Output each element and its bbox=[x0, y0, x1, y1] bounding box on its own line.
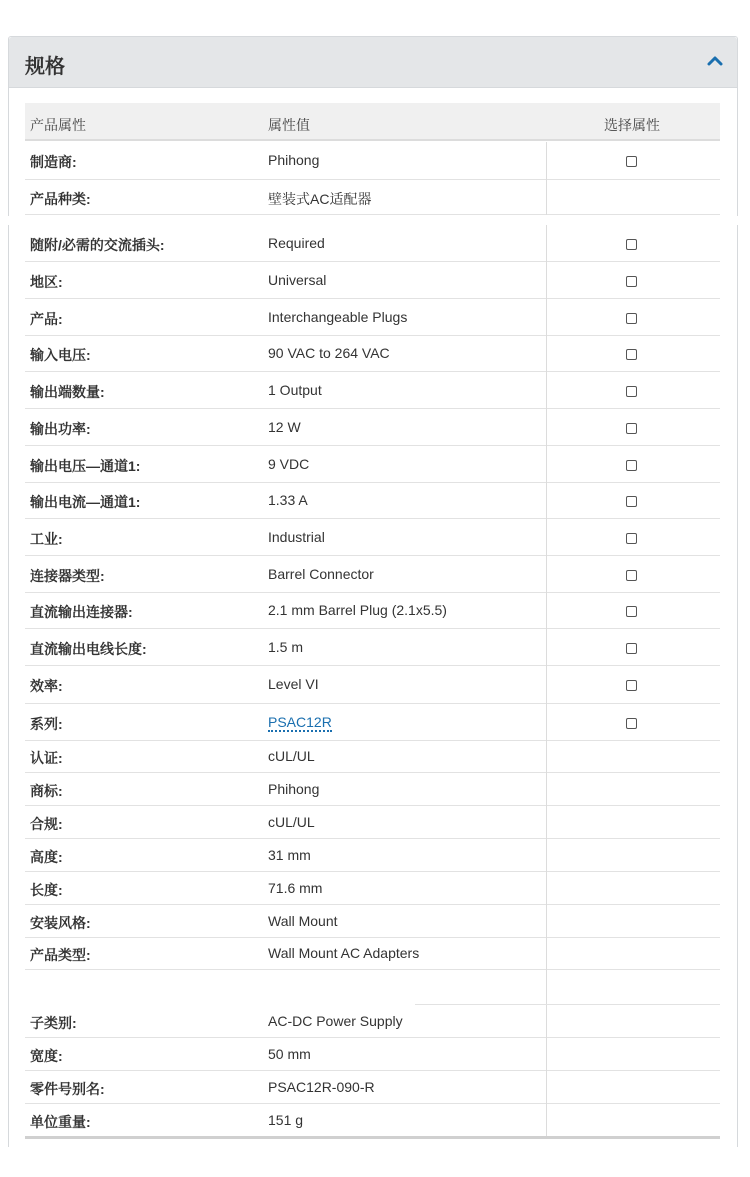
attribute-value: AC-DC Power Supply bbox=[268, 1013, 403, 1029]
collapse-toggle[interactable] bbox=[705, 51, 725, 71]
attribute-name: 地区: bbox=[30, 274, 63, 290]
column-divider bbox=[546, 704, 547, 741]
attribute-value: Required bbox=[268, 235, 325, 251]
attribute-value: 151 g bbox=[268, 1112, 304, 1128]
column-divider bbox=[546, 629, 547, 666]
attribute-name: 直流输出连接器: bbox=[30, 604, 133, 620]
select-attribute-checkbox[interactable] bbox=[626, 386, 637, 397]
attribute-value: 90 VAC to 264 VAC bbox=[268, 345, 390, 361]
select-attribute-checkbox[interactable] bbox=[626, 606, 637, 617]
attribute-name: 零件号别名: bbox=[30, 1081, 105, 1097]
attribute-name: 宽度: bbox=[30, 1048, 63, 1064]
attribute-name: 认证: bbox=[30, 750, 63, 766]
table-row bbox=[25, 704, 720, 741]
table-row-empty bbox=[25, 970, 720, 1005]
column-divider bbox=[546, 446, 547, 483]
select-attribute-checkbox[interactable] bbox=[626, 570, 637, 581]
column-divider bbox=[546, 556, 547, 593]
attribute-name: 合规: bbox=[30, 816, 63, 832]
table-row bbox=[25, 1071, 720, 1104]
attribute-name: 效率: bbox=[30, 678, 63, 694]
select-attribute-checkbox[interactable] bbox=[626, 423, 637, 434]
column-divider bbox=[546, 839, 547, 872]
table-row bbox=[25, 773, 720, 806]
attribute-name: 安装风格: bbox=[30, 915, 91, 931]
select-attribute-checkbox[interactable] bbox=[626, 460, 637, 471]
column-divider bbox=[546, 1005, 547, 1038]
series-link[interactable]: PSAC12R bbox=[268, 714, 332, 730]
attribute-value: Wall Mount bbox=[268, 913, 338, 929]
column-divider bbox=[546, 872, 547, 905]
table-row bbox=[25, 938, 720, 970]
column-divider bbox=[546, 336, 547, 372]
attribute-name: 产品: bbox=[30, 311, 63, 327]
attribute-name: 输出电压—通道1: bbox=[30, 458, 141, 474]
attribute-value: Barrel Connector bbox=[268, 566, 374, 582]
attribute-name: 制造商: bbox=[30, 154, 77, 170]
attribute-name: 高度: bbox=[30, 849, 63, 865]
attribute-value: 壁装式AC适配器 bbox=[268, 191, 372, 207]
table-row bbox=[25, 483, 720, 519]
attribute-name: 连接器类型: bbox=[30, 568, 105, 584]
select-attribute-checkbox[interactable] bbox=[626, 533, 637, 544]
attribute-name: 随附/必需的交流插头: bbox=[30, 237, 165, 253]
attribute-value: 50 mm bbox=[268, 1046, 311, 1062]
table-row bbox=[25, 593, 720, 629]
column-divider bbox=[546, 970, 547, 1005]
column-divider bbox=[546, 372, 547, 409]
column-divider bbox=[546, 262, 547, 299]
attribute-value: 2.1 mm Barrel Plug (2.1x5.5) bbox=[268, 602, 447, 618]
attribute-value: Phihong bbox=[268, 781, 320, 797]
attribute-value: 12 W bbox=[268, 419, 301, 435]
table-row bbox=[25, 741, 720, 773]
table-row bbox=[25, 142, 720, 180]
render-gap bbox=[0, 216, 750, 225]
column-divider bbox=[546, 142, 547, 180]
select-attribute-checkbox[interactable] bbox=[626, 156, 637, 167]
attribute-value: Phihong bbox=[268, 152, 320, 168]
table-row bbox=[25, 180, 720, 215]
attribute-name: 输入电压: bbox=[30, 347, 91, 363]
attribute-value: 1.5 m bbox=[268, 639, 304, 655]
attribute-name: 系列: bbox=[30, 716, 63, 732]
select-attribute-checkbox[interactable] bbox=[626, 680, 637, 691]
select-attribute-checkbox[interactable] bbox=[626, 276, 637, 287]
table-row bbox=[25, 336, 720, 372]
panel-header[interactable] bbox=[9, 37, 737, 88]
attribute-value: cUL/UL bbox=[268, 748, 315, 764]
table-row bbox=[25, 262, 720, 299]
column-divider bbox=[546, 593, 547, 629]
attribute-value: Industrial bbox=[268, 529, 325, 545]
table-row bbox=[25, 905, 720, 938]
attribute-value: 71.6 mm bbox=[268, 880, 323, 896]
partial-row-border bbox=[415, 1004, 720, 1005]
table-row bbox=[25, 1038, 720, 1071]
attribute-name: 单位重量: bbox=[30, 1114, 91, 1130]
header-select: 选择属性 bbox=[604, 117, 660, 133]
column-divider bbox=[546, 180, 547, 215]
attribute-name: 长度: bbox=[30, 882, 63, 898]
column-divider bbox=[546, 741, 547, 773]
table-row bbox=[25, 806, 720, 839]
column-divider bbox=[546, 938, 547, 970]
attribute-value: cUL/UL bbox=[268, 814, 315, 830]
table-row bbox=[25, 372, 720, 409]
attribute-name: 直流输出电线长度: bbox=[30, 641, 147, 657]
table-header bbox=[25, 103, 720, 141]
table-row bbox=[25, 409, 720, 446]
column-divider bbox=[546, 409, 547, 446]
table-row bbox=[25, 1104, 720, 1138]
attribute-name: 输出功率: bbox=[30, 421, 91, 437]
chevron-up-icon bbox=[705, 51, 725, 71]
attribute-value: 1.33 A bbox=[268, 492, 308, 508]
attribute-name: 子类别: bbox=[30, 1015, 77, 1031]
attribute-value: 31 mm bbox=[268, 847, 311, 863]
select-attribute-checkbox[interactable] bbox=[626, 496, 637, 507]
attribute-value: 1 Output bbox=[268, 382, 322, 398]
attribute-name: 输出端数量: bbox=[30, 384, 105, 400]
table-row bbox=[25, 872, 720, 905]
table-row bbox=[25, 1005, 720, 1038]
table-row bbox=[25, 299, 720, 336]
attribute-name: 输出电流—通道1: bbox=[30, 494, 141, 510]
column-divider bbox=[546, 225, 547, 262]
attribute-name: 商标: bbox=[30, 783, 63, 799]
table-row bbox=[25, 446, 720, 483]
column-divider bbox=[546, 1071, 547, 1104]
table-row bbox=[25, 519, 720, 556]
column-divider bbox=[546, 483, 547, 519]
attribute-name: 产品种类: bbox=[30, 191, 91, 207]
attribute-value: Universal bbox=[268, 272, 327, 288]
table-row bbox=[25, 629, 720, 666]
attribute-value: PSAC12R-090-R bbox=[268, 1079, 375, 1095]
attribute-name: 产品类型: bbox=[30, 947, 91, 963]
select-attribute-checkbox[interactable] bbox=[626, 349, 637, 360]
attribute-name: 工业: bbox=[30, 531, 63, 547]
attribute-value: Level VI bbox=[268, 676, 319, 692]
column-divider bbox=[546, 806, 547, 839]
table-row bbox=[25, 556, 720, 593]
table-row bbox=[25, 225, 720, 262]
column-divider bbox=[546, 905, 547, 938]
select-attribute-checkbox[interactable] bbox=[626, 239, 637, 250]
column-divider bbox=[546, 519, 547, 556]
table-bottom-border bbox=[25, 1136, 720, 1139]
column-divider bbox=[546, 666, 547, 704]
column-divider bbox=[546, 773, 547, 806]
header-attribute: 产品属性 bbox=[30, 117, 86, 133]
column-divider bbox=[546, 1104, 547, 1138]
header-value: 属性值 bbox=[268, 117, 310, 133]
select-attribute-checkbox[interactable] bbox=[626, 313, 637, 324]
column-divider bbox=[546, 299, 547, 336]
select-attribute-checkbox[interactable] bbox=[626, 718, 637, 729]
attribute-value: 9 VDC bbox=[268, 456, 310, 472]
column-divider bbox=[546, 1038, 547, 1071]
select-attribute-checkbox[interactable] bbox=[626, 643, 637, 654]
panel-title: 规格 bbox=[25, 56, 65, 78]
table-row bbox=[25, 839, 720, 872]
table-row bbox=[25, 666, 720, 704]
attribute-value: Interchangeable Plugs bbox=[268, 309, 408, 325]
attribute-value: Wall Mount AC Adapters bbox=[268, 945, 420, 961]
